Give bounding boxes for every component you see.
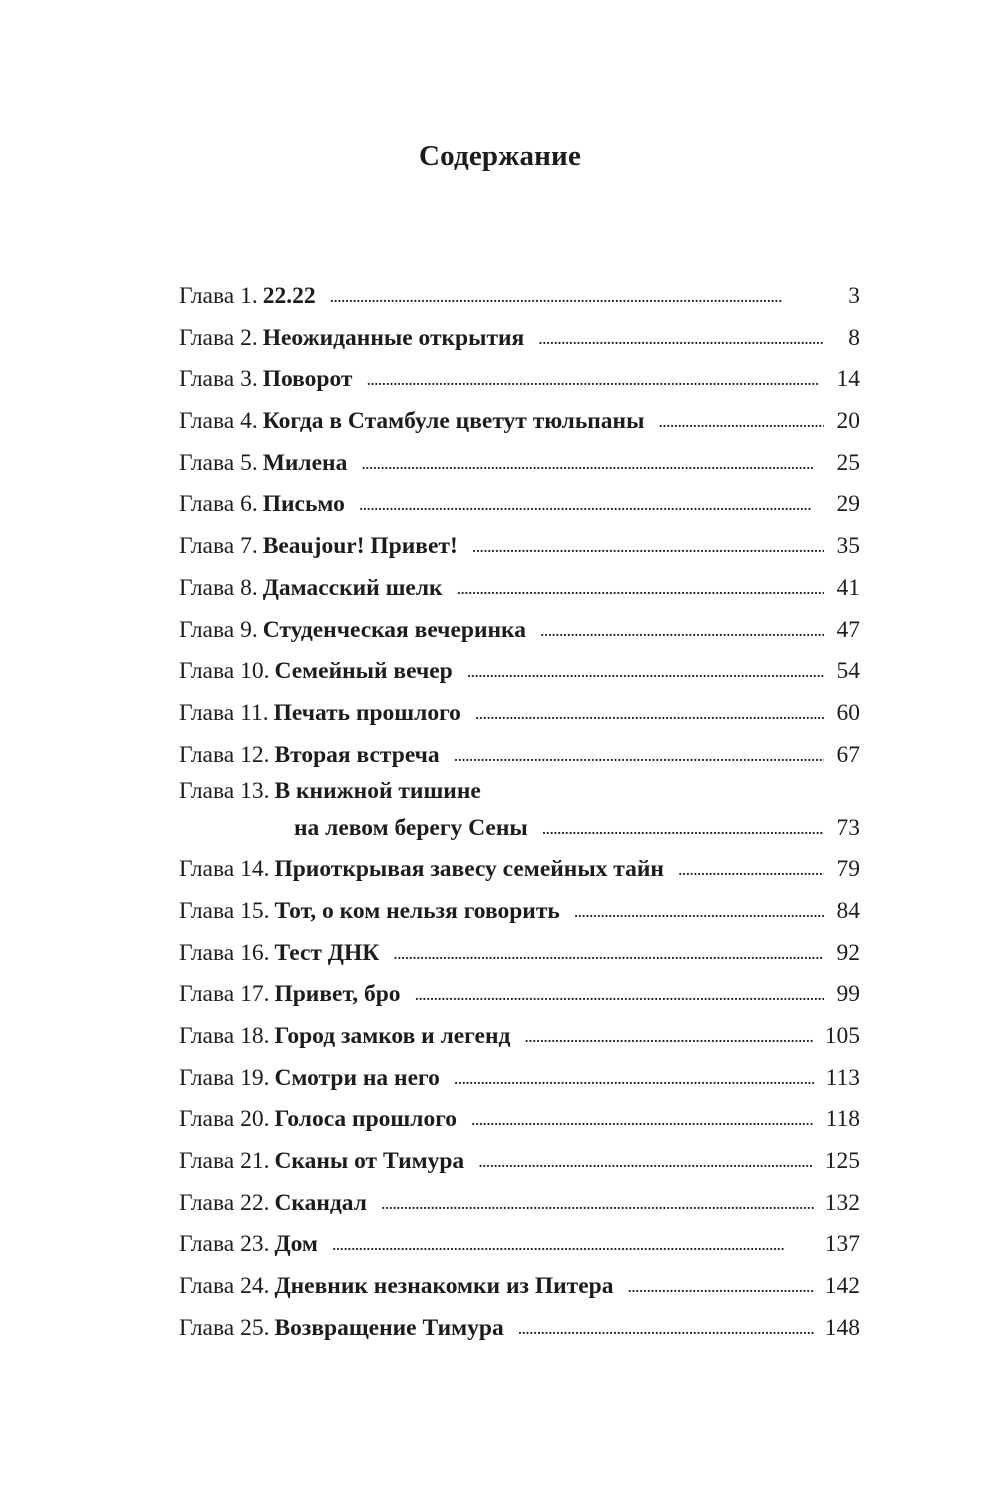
dot-leader <box>678 848 824 891</box>
toc-entry-4[interactable] <box>179 401 860 443</box>
dot-leader <box>454 734 824 777</box>
toc-entry-16[interactable] <box>179 933 860 975</box>
page-number: 35 <box>836 533 860 560</box>
dot-leader <box>542 806 824 849</box>
chapter-number: Глава 18. <box>179 1023 270 1049</box>
dot-leader <box>415 973 824 1016</box>
chapter-number: Глава 3. <box>179 366 258 393</box>
dot-leader <box>359 483 824 526</box>
toc-entry-3[interactable] <box>179 359 860 401</box>
chapter-number: Глава 19. <box>179 1064 270 1091</box>
chapter-title: Печать прошлого <box>273 699 461 726</box>
page-number: 92 <box>836 939 860 966</box>
toc-entry-15[interactable] <box>179 891 860 933</box>
chapter-title: 22.22 <box>262 283 316 309</box>
dot-leader <box>332 1223 814 1266</box>
chapter-number: Глава 6. <box>179 491 258 518</box>
page-number: 25 <box>836 449 860 476</box>
dot-leader <box>366 358 824 401</box>
dot-leader <box>524 1015 814 1058</box>
chapter-title: Сканы от Тимура <box>274 1148 465 1175</box>
chapter-number: Глава 24. <box>179 1273 270 1300</box>
page-number: 29 <box>836 491 860 518</box>
dot-leader <box>330 275 824 318</box>
chapter-number: Глава 4. <box>179 408 258 435</box>
toc-entry-11[interactable] <box>179 693 860 735</box>
toc-entry-20[interactable] <box>179 1099 860 1141</box>
page-number: 20 <box>836 408 860 435</box>
toc-entry-5[interactable] <box>179 443 860 485</box>
page-number: 113 <box>825 1064 860 1091</box>
page-number: 84 <box>836 897 860 924</box>
page-number: 142 <box>824 1273 860 1300</box>
toc-entry-6[interactable] <box>179 484 860 526</box>
dot-leader <box>457 567 824 610</box>
chapter-title: Beaujour! Привет! <box>262 533 458 560</box>
page-number: 79 <box>836 856 860 883</box>
dot-leader <box>361 442 824 485</box>
page-number: 41 <box>836 574 860 601</box>
chapter-number: Глава 17. <box>179 981 270 1008</box>
chapter-title: Возвращение Тимура <box>274 1314 504 1341</box>
dot-leader <box>658 400 824 443</box>
chapter-number: Глава 16. <box>179 939 270 966</box>
chapter-number: Глава 8. <box>179 574 258 601</box>
dot-leader <box>574 890 824 933</box>
page-number: 3 <box>848 283 860 309</box>
chapter-title-line-1: В книжной тишине <box>274 778 481 805</box>
chapter-number: Глава 13. <box>179 778 270 805</box>
dot-leader <box>518 1307 814 1350</box>
page-number: 54 <box>836 658 860 685</box>
page-number: 67 <box>836 741 860 768</box>
page-number: 99 <box>836 981 860 1008</box>
chapter-title: Скандал <box>274 1189 367 1216</box>
chapter-title: Неожиданные открытия <box>262 324 525 351</box>
page-number: 60 <box>836 699 860 726</box>
toc-entry-25[interactable] <box>179 1308 860 1350</box>
toc-entry-7[interactable] <box>179 526 860 568</box>
chapter-number: Глава 23. <box>179 1231 270 1258</box>
chapter-title: Дамасский шелк <box>262 574 443 601</box>
dot-leader <box>540 609 824 652</box>
dot-leader <box>475 692 824 735</box>
chapter-title: Семейный вечер <box>274 658 453 685</box>
toc-entry-9[interactable] <box>179 610 860 652</box>
chapter-title: Дневник незнакомки из Питера <box>274 1273 614 1300</box>
toc-entry-23[interactable] <box>179 1224 860 1266</box>
page-number: 8 <box>848 324 860 351</box>
dot-leader <box>472 525 824 568</box>
chapter-title: Тест ДНК <box>274 939 380 966</box>
chapter-title: Привет, бро <box>274 981 401 1008</box>
chapter-number: Глава 2. <box>179 324 258 351</box>
toc-entry-10[interactable] <box>179 651 860 693</box>
chapter-title: Когда в Стамбуле цветут тюльпаны <box>262 408 645 435</box>
chapter-title-line-2: на левом берегу Сены <box>294 815 528 842</box>
dot-leader <box>538 317 824 360</box>
chapter-title: Смотри на него <box>274 1064 440 1091</box>
toc-entry-19[interactable] <box>179 1058 860 1100</box>
dot-leader <box>454 1057 814 1100</box>
chapter-number: Глава 11. <box>179 699 269 726</box>
dot-leader <box>627 1265 814 1308</box>
chapter-number: Глава 15. <box>179 897 270 924</box>
toc-entry-12[interactable] <box>179 735 860 777</box>
dot-leader <box>393 932 824 975</box>
page-number: 14 <box>836 366 860 393</box>
chapter-title: Дом <box>274 1231 318 1258</box>
toc-entry-14[interactable] <box>179 849 860 891</box>
chapter-title: Приоткрывая завесу семейных тайн <box>274 856 664 883</box>
chapter-number: Глава 5. <box>179 449 258 476</box>
page-number: 47 <box>836 616 860 643</box>
dot-leader <box>471 1098 814 1141</box>
table-of-contents <box>179 276 860 1350</box>
chapter-number: Глава 14. <box>179 856 270 883</box>
toc-entry-17[interactable] <box>179 974 860 1016</box>
chapter-title: Студенческая вечеринка <box>262 616 526 643</box>
chapter-title: Письмо <box>262 491 345 518</box>
toc-entry-24[interactable] <box>179 1266 860 1308</box>
toc-entry-22[interactable] <box>179 1183 860 1225</box>
page-number: 125 <box>824 1148 860 1175</box>
page-number: 137 <box>824 1231 860 1258</box>
chapter-title: Тот, о ком нельзя говорить <box>274 897 560 924</box>
page-number: 132 <box>824 1189 860 1216</box>
toc-entry-1[interactable] <box>179 276 860 318</box>
chapter-number: Глава 7. <box>179 533 258 560</box>
chapter-title: Город замков и легенд <box>274 1023 511 1049</box>
toc-entry-13[interactable] <box>179 776 860 849</box>
chapter-number: Глава 12. <box>179 741 270 768</box>
dot-leader <box>478 1140 814 1183</box>
page-number: 105 <box>824 1023 860 1049</box>
toc-entry-18[interactable] <box>179 1016 860 1058</box>
toc-entry-8[interactable] <box>179 568 860 610</box>
page-number: 148 <box>824 1314 860 1341</box>
toc-entry-21[interactable] <box>179 1141 860 1183</box>
chapter-number: Глава 21. <box>179 1148 270 1175</box>
page-number: 73 <box>836 815 860 842</box>
dot-leader <box>467 650 824 693</box>
chapter-number: Глава 9. <box>179 616 258 643</box>
chapter-title: Голоса прошлого <box>274 1106 458 1133</box>
chapter-number: Глава 25. <box>179 1314 270 1341</box>
chapter-title: Поворот <box>262 366 353 393</box>
chapter-number: Глава 10. <box>179 658 270 685</box>
chapter-title: Вторая встреча <box>274 741 440 768</box>
page-title: Содержание <box>418 140 582 172</box>
chapter-number: Глава 1. <box>179 283 258 309</box>
toc-entry-2[interactable] <box>179 318 860 360</box>
chapter-number: Глава 20. <box>179 1106 270 1133</box>
dot-leader <box>381 1182 814 1225</box>
page-number: 118 <box>825 1106 860 1133</box>
chapter-number: Глава 22. <box>179 1189 270 1216</box>
chapter-title: Милена <box>262 449 348 476</box>
